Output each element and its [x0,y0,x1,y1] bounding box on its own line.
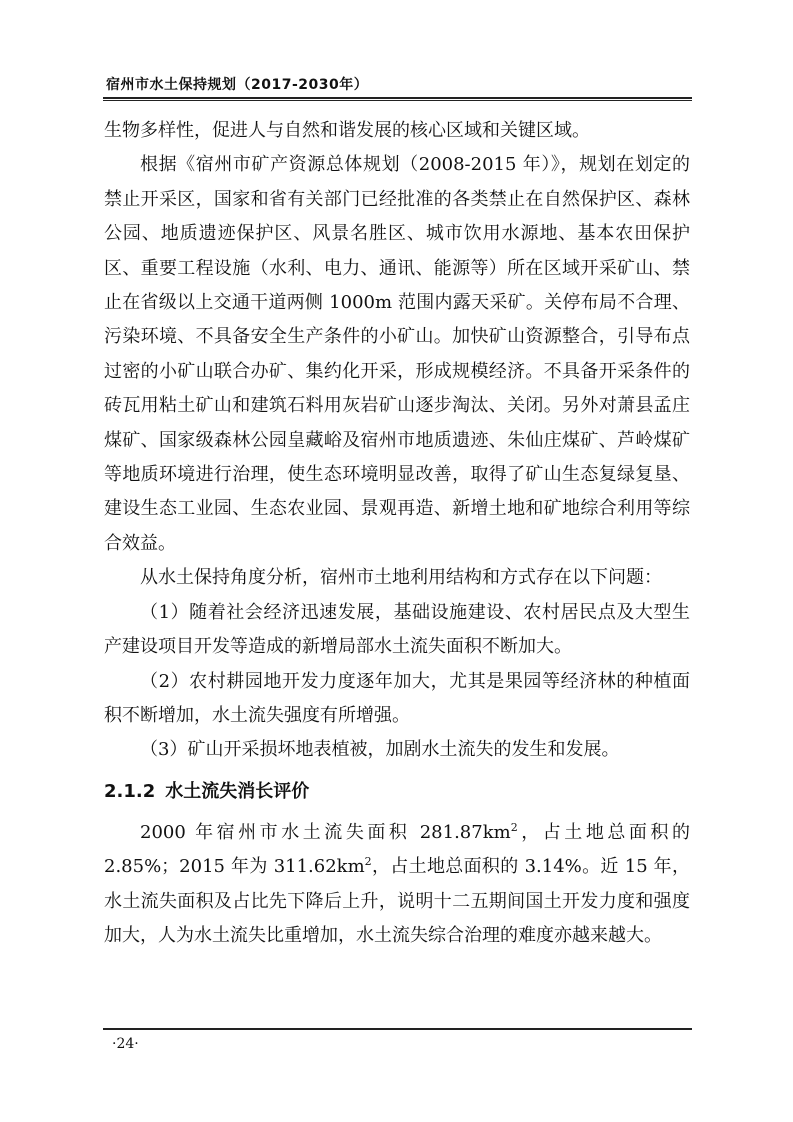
stat-text-conclusion: ，占土地总面积的 3.14%。近 15 年，水土流失面积及占比先下降后上升，说明十二五期间国土开发力度和强度加大，人为水土流失比重增加，水土流失综合治理的难度亦越来越大。 [104,856,690,946]
paragraph-mineral-plan: 根据《宿州市矿产资源总体规划（2008-2015 年）》，规划在划定的禁止开采区，国家和省有关部门已经批准的各类禁止在自然保护区、森林公园、地质遗迹保护区、风景名胜区、城市饮用水源地、基本农田保护区、重要工程设施（水利、电力、通讯、能源等）所在区域开采矿山、禁止在省级以上交通干道两侧 1000m 范围内露天采矿。关停布局不合理、污染环境、不具备安全生产条件的小矿山。加快矿山资源整合，引导布点过密的小矿山联合办矿、集约化开采，形成规模经济。不具备开采条件的砖瓦用粘土矿山和建筑石料用灰岩矿山逐步淘汰、关闭。另外对萧县孟庄煤矿、国家级森林公园皇藏峪及宿州市地质遗迹、朱仙庄煤矿、芦岭煤矿等地质环境进行治理，使生态环境明显改善，取得了矿山生态复绿复垦、建设生态工业园、生态农业园、景观再造、新增土地和矿地综合利用等综合效益。 [104,154,690,554]
header-rule [103,97,692,99]
stat-text-2000: 2000 年宿州市水土流失面积 281.87km [140,821,511,843]
paragraph-erosion-statistics [104,816,690,954]
list-item-problem-3: （3）矿山开采损坏地表植被，加剧水土流失的发生和发展。 [140,739,620,761]
superscript-unit: 2 [510,820,518,834]
paragraph-continuation: 生物多样性，促进人与自然和谐发展的核心区域和关键区域。 [104,120,590,141]
paragraph-problem-intro: 从水土保持角度分析，宿州市土地利用结构和方式存在以下问题： [140,567,662,589]
list-item-problem-2: （2）农村耕园地开发力度逐年加大，尤其是果园等经济林的种植面积不断增加，水土流失强度有所增强。 [104,670,690,726]
superscript-unit: 2 [364,855,372,869]
section-heading [104,774,690,810]
page-number: ·24· [112,1036,139,1052]
list-item-problem-1: （1）随着社会经济迅速发展，基础设施建设、农村居民点及大型生产建设项目开发等造成的新增局部水土流失面积不断加大。 [104,601,690,658]
section-title: 水土流失消长评价 [165,780,310,802]
stat-text-2015: ，占土地总面积的 2.85%；2015 年为 311.62km [104,821,690,878]
document-body [104,114,690,953]
header-rule-thin [103,100,692,101]
footer-rule [103,1028,692,1030]
running-header-title: 宿州市水土保持规划（2017-2030年） [106,77,369,93]
section-number: 2.1.2 [104,780,156,802]
